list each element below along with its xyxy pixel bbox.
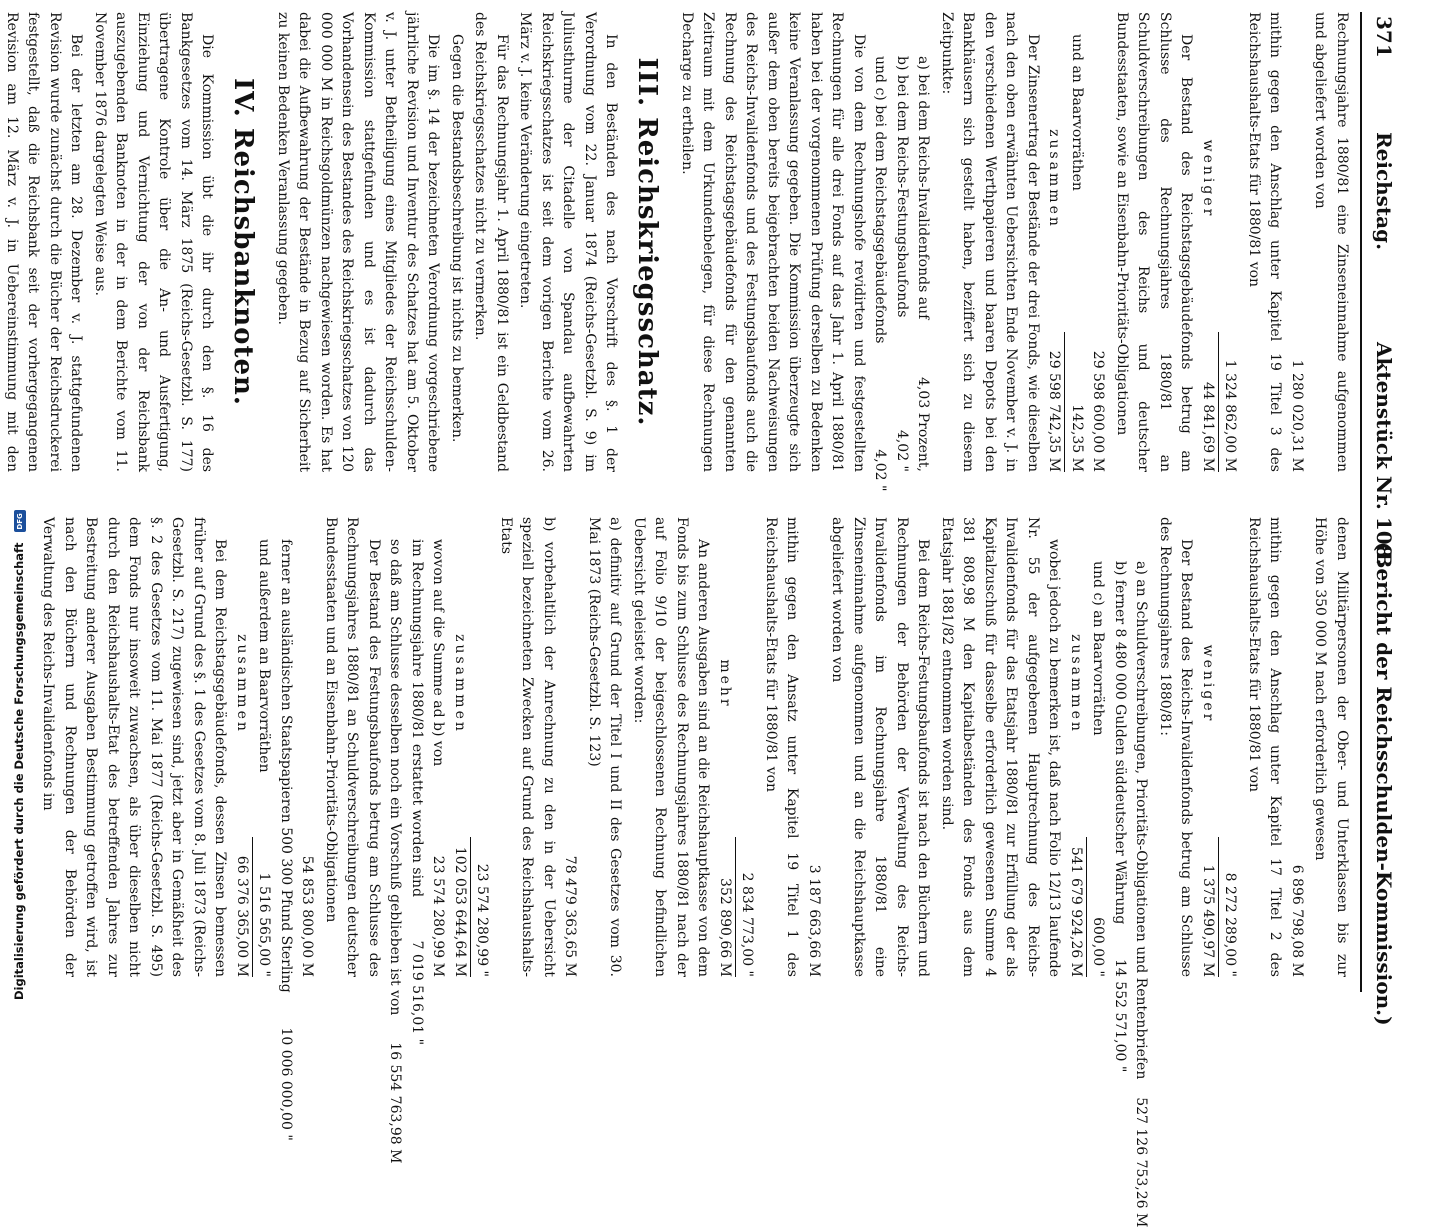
amount-label: zusammen <box>452 634 468 734</box>
amount-value: 54 853 800,00 M <box>299 855 316 977</box>
amount-line <box>1219 517 1241 977</box>
amount-label: weniger <box>1200 139 1216 219</box>
amount-value: 352 890,66 M <box>714 837 737 977</box>
paragraph: An anderen Ausgaben sind an die Reichshauptkasse von dem Fonds bis zum Schlusse des Rechnungsjahres 1880/81 nach der auf Folio 9/10 der beigeschlossenen Rechnung befindlichen Uebersicht geleistet worden: <box>631 517 712 977</box>
paragraph: Bei der letzten am 28. Dezember v. J. stattgefundenen Revision wurde zunächst durch die Bücher der Reichsdruckerei festgestellt, daß die Reichsbank seit der vorhergegangenen Revision am 12. März v. J. in Uebereinstimmung mit den <box>4 12 85 472</box>
header-title-left: Reichstag. <box>1372 132 1396 251</box>
amount-value: 2 834 773,00 " <box>739 872 756 977</box>
amount-line <box>275 517 297 1141</box>
amount-value: 527 126 753,26 M <box>1133 1097 1150 1227</box>
amount-line <box>1066 12 1088 472</box>
paragraph: denen Militärpersonen der Ober- und Unterklassen bis zur Höhe von 350 000 M nach erforderlich gewesen <box>1312 517 1350 977</box>
amount-label: a) an Schuldverschreibungen, Prioritäts-Obligationen und Rentenbriefen <box>1133 561 1150 1080</box>
amount-value: 44 841,69 M <box>1197 332 1220 472</box>
paragraph: mithin gegen den Anschlag unter Kapitel 19 Titel 3 des Reichshaushalts-Etats für 1880/81 von <box>1246 12 1284 472</box>
paragraph: Gegen die Bestandsbeschreibung ist nichts zu bemerken. <box>449 34 465 443</box>
amount-line <box>1286 12 1308 472</box>
amount-value: 66 376 365,00 M <box>231 837 254 977</box>
paragraph: Der Zinsenertrag der Bestände der drei Fonds, wie dieselben nach den oben erwähnten Uebersichten Ende November v. J. in den verschiedenen Werthpapieren und baaren Depots bei den Bankhäusern sich gestellt haben, beziffert sich zu diesem Zeitpunkte: <box>939 12 1041 472</box>
running-header <box>1360 12 1400 1026</box>
amount-line <box>1087 517 1109 977</box>
amount-label: wovon auf die Summe ad b) von <box>430 539 447 767</box>
amount-value: 3 187 663,66 M <box>806 864 822 977</box>
amount-value: 1 324 862,00 M <box>1222 359 1239 472</box>
paragraph: Die Kommission übt die ihr durch den §. 16 des Bankgesetzes vom 14. März 1875 (Reichs-Gesetzbl. S. 177) übertragene Kontrole über die An- und Ausfertigung, Einziehung und Vernichtung der von der Reichsbank auszugebenden Banknoten in der in dem Berichte vom 11. November 1876 dargelegten Weise aus. <box>92 12 216 472</box>
rate-value: 4,02 " <box>872 449 889 492</box>
header-title-report: (Bericht der Reichsschulden-Kommission.) <box>1372 542 1396 1026</box>
amount-value: 1 280 020,31 M <box>1289 359 1305 472</box>
paragraph: Die im §. 14 der bezeichneten Verordnung vorgeschriebene jährliche Revision und Inventur des Schatzes hat am 5. Oktober v. J. unter Betheiligung eines Mitgliedes der Reichsschulden-Kommission stattgefunden und es ist dadurch das Vorhandensein des Bestandes des Reichskriegsschatzes von 120 000 000 M in Reichsgoldmünzen nachgewiesen worden. Es hat dabei die Aufbewahrung der Bestände in Bezug auf Sicherheit zu keinen Bedenken Veranlassung gegeben. <box>275 12 442 472</box>
amount-label: zusammen <box>234 634 250 734</box>
amount-line <box>1109 517 1131 1073</box>
rate-label: b) bei dem Reichs-Festungsbaufonds <box>894 56 910 318</box>
amount-value: 23 574 280,99 M <box>430 855 447 977</box>
amount-line <box>1286 517 1308 977</box>
paragraph: mithin gegen den Ansatz unter Kapitel 19 Titel 1 des Reichshaushalts-Etats für 1880/81 von <box>763 517 801 977</box>
amount-value: 16 554 763,98 M <box>387 1042 404 1164</box>
text-column-left <box>4 12 1352 492</box>
amount-value: 29 598 742,35 M <box>1043 332 1066 472</box>
amount-value: 23 574 280,99 " <box>474 863 491 977</box>
amount-value: 600,00 " <box>1090 917 1107 977</box>
amount-line <box>231 517 254 977</box>
amount-line <box>1197 12 1220 472</box>
amount-label: und außerdem an Baarvorräthen <box>256 539 273 773</box>
paragraph: b) vorbehaltlich der Anrechnung zu den in der Uebersicht speziell bezeichneten Zwecken auf Grund des Reichshaushalts-Etats <box>498 517 557 977</box>
amount-label: so daß am Schlusse desselben noch ein Vorschuß geblieben ist von <box>387 539 404 1016</box>
amount-label: und c) an Baarvorräthen <box>1090 561 1107 736</box>
paragraph: Rechnungsjahre 1880/81 eine Zinseneinnahme aufgenommen und abgeliefert worden von <box>1312 12 1350 472</box>
amount-line <box>1043 12 1066 472</box>
rate-line <box>869 12 891 492</box>
amount-label: b) ferner 8 480 000 Gulden süddeutscher Währung <box>1112 561 1128 925</box>
amount-line <box>427 517 449 977</box>
amount-line <box>1130 517 1152 1227</box>
rate-line <box>912 12 934 472</box>
rate-line <box>891 12 913 472</box>
amount-label: zusammen <box>1068 634 1084 734</box>
credit-text: Digitalisierung gefördert durch die Deutsche Forschungsgemeinschaft <box>12 542 26 1000</box>
amount-label: im Rechnungsjahre 1880/81 erstattet worden sind <box>409 539 425 898</box>
section-heading: IV. Reichsbanknoten. <box>228 78 259 406</box>
amount-line <box>253 517 275 977</box>
amount-line <box>714 517 737 977</box>
amount-label: zusammen <box>1046 129 1063 229</box>
amount-line <box>803 517 825 977</box>
amount-line <box>471 517 493 977</box>
paragraph: Der Bestand des Festungsbaufonds betrug am Schlusse des Rechnungsjahres 1880/81 an Schuldverschreibungen deutscher Bundesstaaten und an Eisenbahn-Prioritäts-Obligationen <box>323 517 382 977</box>
paragraph: Bei dem Reichs-Festungsbaufonds ist nach den Büchern und Rechnungen der Behörden der Verwaltung des Reichs-Invalidenfonds im Rechnungsjahre 1880/81 eine Zinseneinnahme aufgenommen und an die Reichshauptkasse abgeliefert worden von <box>829 517 932 977</box>
amount-label: mehr <box>717 659 733 709</box>
amount-value: 541 679 924,26 M <box>1065 837 1088 977</box>
amount-value: 1 516 565,00 " <box>256 872 273 977</box>
amount-line <box>406 517 428 1046</box>
header-rule <box>1360 12 1362 992</box>
paragraph: mithin gegen den Anschlag unter Kapitel 17 Titel 2 des Reichshaushalts-Etats für 1880/81 von <box>1246 517 1284 977</box>
amount-value: 10 006 000,00 " <box>278 1027 294 1141</box>
dfg-logo: DFG <box>14 510 26 532</box>
amount-value: 6 896 798,08 M <box>1289 864 1305 977</box>
rate-value: 4,02 " <box>894 429 910 472</box>
amount-line <box>1197 517 1220 977</box>
amount-line <box>384 517 406 1164</box>
amount-value: 14 552 571,00 " <box>1112 959 1128 1073</box>
paragraph: a) definitiv auf Grund der Titel I und II des Gesetzes vom 30. Mai 1873 (Reichs-Gesetzbl. S. 123) <box>586 517 624 977</box>
paragraph: wobei jedoch zu bemerken ist, daß nach Folio 12/13 laufende Nr. 55 der aufgegebenen Hauptrechnung des Reichs-Invalidenfonds für das Etatsjahr 1880/81 zur Erfüllung der als Kapitalzuschuß für dasselbe erforderlich gewesenen Summe 4 381 808,98 M den Kapitalbeständen des Fonds aus dem Etatsjahr 1881/82 entnommen worden sind. <box>939 517 1063 977</box>
paragraph: Der Bestand des Reichs-Invalidenfonds betrug am Schlusse des Rechnungsjahres 1880/81: <box>1157 517 1195 977</box>
amount-value: 8 272 289,00 " <box>1222 872 1239 977</box>
amount-value: 78 479 363,65 M <box>562 855 579 977</box>
rate-value: 4,03 Prozent, <box>915 377 932 472</box>
amount-label: ferner an ausländischen Staatspapieren 500 300 Pfund Sterling <box>278 539 294 993</box>
amount-value: 29 598 600,00 M <box>1090 350 1107 472</box>
amount-value: 1 375 490,97 M <box>1197 837 1220 977</box>
amount-value: 7 019 516,01 " <box>409 940 425 1046</box>
amount-value: 142,35 M <box>1069 404 1085 472</box>
paragraph: Die von dem Rechnungshofe revidirten und festgestellten Rechnungen für alle drei Fonds auf das Jahr 1. April 1880/81 haben bei der vorgenommenen Prüfung derselben zu Bedenken keine Veranlassung gegeben. Die Kommission überzeugte sich außer dem oben bereits beigebrachten beiden Nachweisungen des Reichs-Invalidenfonds und des Festungsbaufonds auch die Rechnung des Reichstagsgebäudefonds für den genannten Zeitraum mit dem Urkundenbelegen, für diese Rechnungen Decharge zu ertheilen. <box>679 12 867 472</box>
paragraph: In den Beständen des nach Vorschrift des §. 1 der Verordnung vom 22. Januar 1874 (Reichs-Gesetzbl. S. 9) im Juliusthurme der Citadelle von Spandau aufbewahrten Reichskriegsschatzes ist seit dem vorigen Berichte vom 26. März v. J. keine Veränderung eingetreten. <box>517 12 620 472</box>
rate-label: a) bei dem Reichs-Invalidenfonds auf <box>915 56 932 320</box>
amount-line <box>449 517 472 977</box>
paragraph: Für das Rechnungsjahr 1. April 1880/81 ist ein Geldbestand des Reichskriegsschatzes nicht zu vermerken. <box>472 12 510 472</box>
amount-label: und an Baarvorräthen <box>1069 34 1085 191</box>
page-number: 371 <box>1372 16 1396 58</box>
header-title-document: Aktenstück Nr. 108. <box>1372 342 1396 566</box>
amount-value: 102 053 644,64 M <box>449 837 472 977</box>
digitization-credit <box>12 120 30 1000</box>
amount-line <box>1065 517 1088 977</box>
paragraph: Der Bestand des Reichstagsgebäudefonds betrug am Schlusse des Rechnungsjahres 1880/81 an Schuldverschreibungen des Reichs und deutscher Bundesstaaten, sowie an Eisenbahn-Prioritäts-Obligationen <box>1114 12 1195 472</box>
section-heading: III. Reichskriegsschatz. <box>632 57 663 427</box>
amount-line <box>1219 12 1241 472</box>
text-column-right <box>40 517 1352 1227</box>
amount-line <box>296 517 318 977</box>
amount-line <box>736 517 758 977</box>
paragraph: Bei dem Reichstagsgebäudefonds, dessen Zinsen bemessen früher auf Grund des §. 1 des Gesetzes vom 8. Juli 1873 (Reichs-Gesetzbl. S. 217) zugewiesen sind, jetzt aber in Gemäßheit des §. 2 des Gesetzes vom 11. Mai 1877 (Reichs-Gesetzbl. S. 495) dem Fonds nur insoweit zuwachsen, als über dieselben nicht durch den Reichshaushalts-Etat des betreffenden Jahres zur Bestreitung anderer Ausgaben Bestimmung getroffen wird, ist nach den Büchern und Rechnungen der Behörden der Verwaltung des Reichs-Invalidenfonds im <box>40 517 229 977</box>
amount-line <box>559 517 581 977</box>
amount-label: weniger <box>1200 644 1216 724</box>
amount-line <box>1087 12 1109 472</box>
rate-label: und c) bei dem Reichstagsgebäudefonds <box>872 56 889 344</box>
